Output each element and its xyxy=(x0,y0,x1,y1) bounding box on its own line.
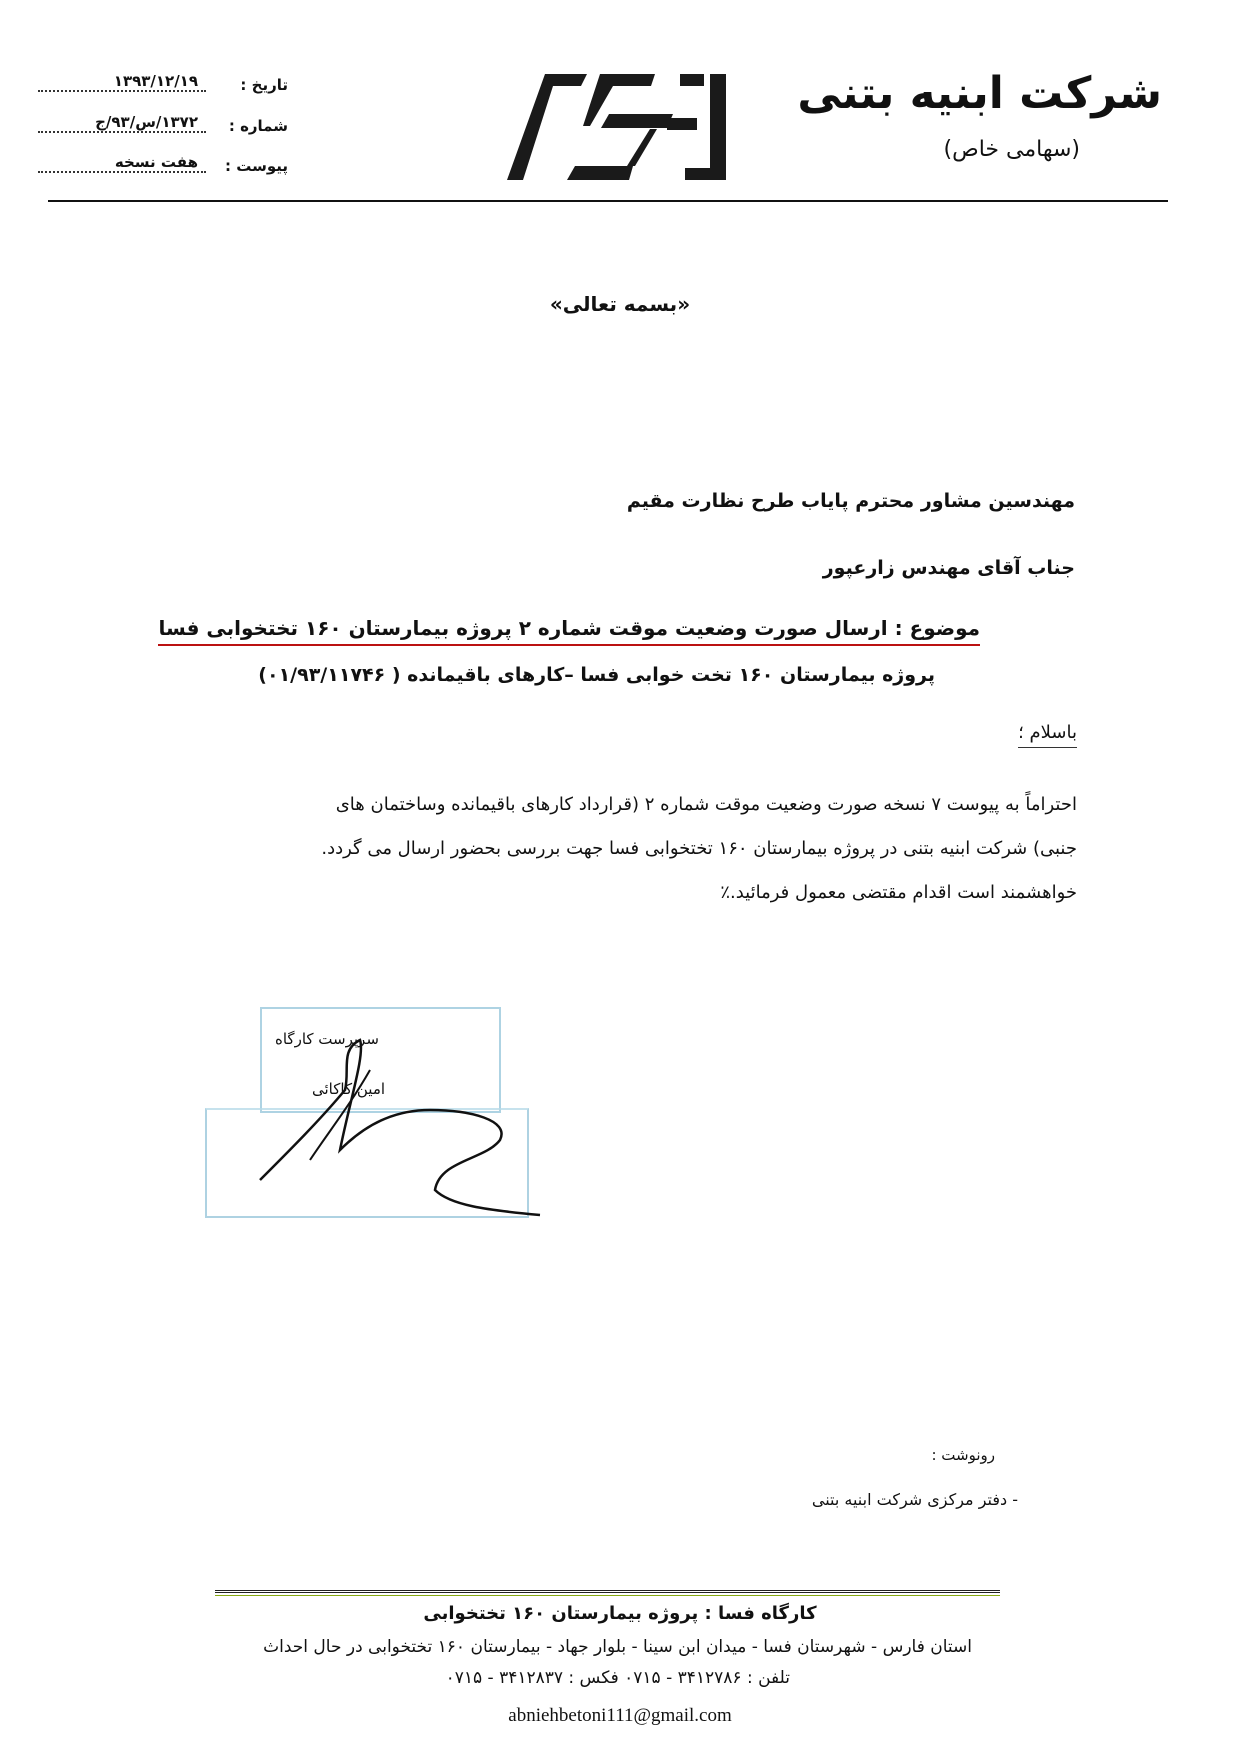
footer-site: کارگاه فسا : پروژه بیمارستان ۱۶۰ تختخوابی xyxy=(423,1603,817,1624)
date-value: ۱۳۹۳/۱۲/۱۹ xyxy=(58,72,198,90)
signer-title: سرپرست کارگاه xyxy=(275,1030,379,1048)
attachment-value: هفت نسخه xyxy=(58,153,198,171)
company-name: شرکت ابنیه بتنی xyxy=(797,68,1162,119)
footer-phones: تلفن : ۳۴۱۲۷۸۶ - ۰۷۱۵ فکس : ۳۴۱۲۸۳۷ - ۰۷۱۵ xyxy=(445,1668,790,1688)
subject-line: موضوع : ارسال صورت وضعیت موقت شماره ۲ پروژه بیمارستان ۱۶۰ تختخوابی فسا xyxy=(158,616,980,646)
company-logo xyxy=(505,74,735,180)
date-label: تاریخ : xyxy=(240,76,288,94)
paragraph-line: خواهشمند است اقدام مقتضی معمول فرمائید.٪ xyxy=(720,882,1077,903)
dotted-line xyxy=(38,171,206,173)
project-line: پروژه بیمارستان ۱۶۰ تخت خوابی فسا –کارهای باقیمانده ( ۰۱/۹۳/۱۱۷۴۶) xyxy=(258,664,935,686)
dotted-line xyxy=(38,90,206,92)
paragraph-line: جنبی) شرکت ابنیه بتنی در پروژه بیمارستان ۱۶۰ تختخوابی فسا جهت بررسی بحضور ارسال می گردد. xyxy=(321,838,1077,859)
footer-address: استان فارس - شهرستان فسا - میدان ابن سینا - بلوار جهاد - بیمارستان ۱۶۰ تختخوابی در حال احداث xyxy=(263,1637,972,1657)
company-type: (سهامی خاص) xyxy=(943,137,1080,162)
paragraph-line: احتراماً به پیوست ۷ نسخه صورت وضعیت موقت شماره ۲ (قرارداد کارهای باقیمانده وساختمان های xyxy=(335,794,1077,815)
cc-label: رونوشت : xyxy=(931,1446,995,1464)
number-value: ۱۳۷۲/س/۹۳/ج xyxy=(58,113,198,131)
cc-item: - دفتر مرکزی شرکت ابنیه بتنی xyxy=(811,1490,1018,1509)
greeting: باسلام ؛ xyxy=(1018,722,1077,748)
signer-name: امین کاکائی xyxy=(312,1080,386,1098)
recipient-line-1: مهندسین مشاور محترم پایاب طرح نظارت مقیم xyxy=(626,490,1075,512)
basmala: «بسمه تعالی» xyxy=(549,292,691,316)
meta-attachment xyxy=(38,153,288,179)
letter-paragraph xyxy=(202,783,1077,915)
recipient-line-2: جناب آقای مهندس زارعپور xyxy=(822,557,1075,579)
meta-number xyxy=(38,113,288,139)
header-divider xyxy=(48,200,1168,202)
number-label: شماره : xyxy=(228,117,288,135)
footer-email: abniehbetoni111@gmail.com xyxy=(508,1705,732,1726)
footer-divider xyxy=(215,1590,1000,1596)
dotted-line xyxy=(38,131,206,133)
meta-date xyxy=(38,72,288,98)
attachment-label: پیوست : xyxy=(224,157,288,175)
